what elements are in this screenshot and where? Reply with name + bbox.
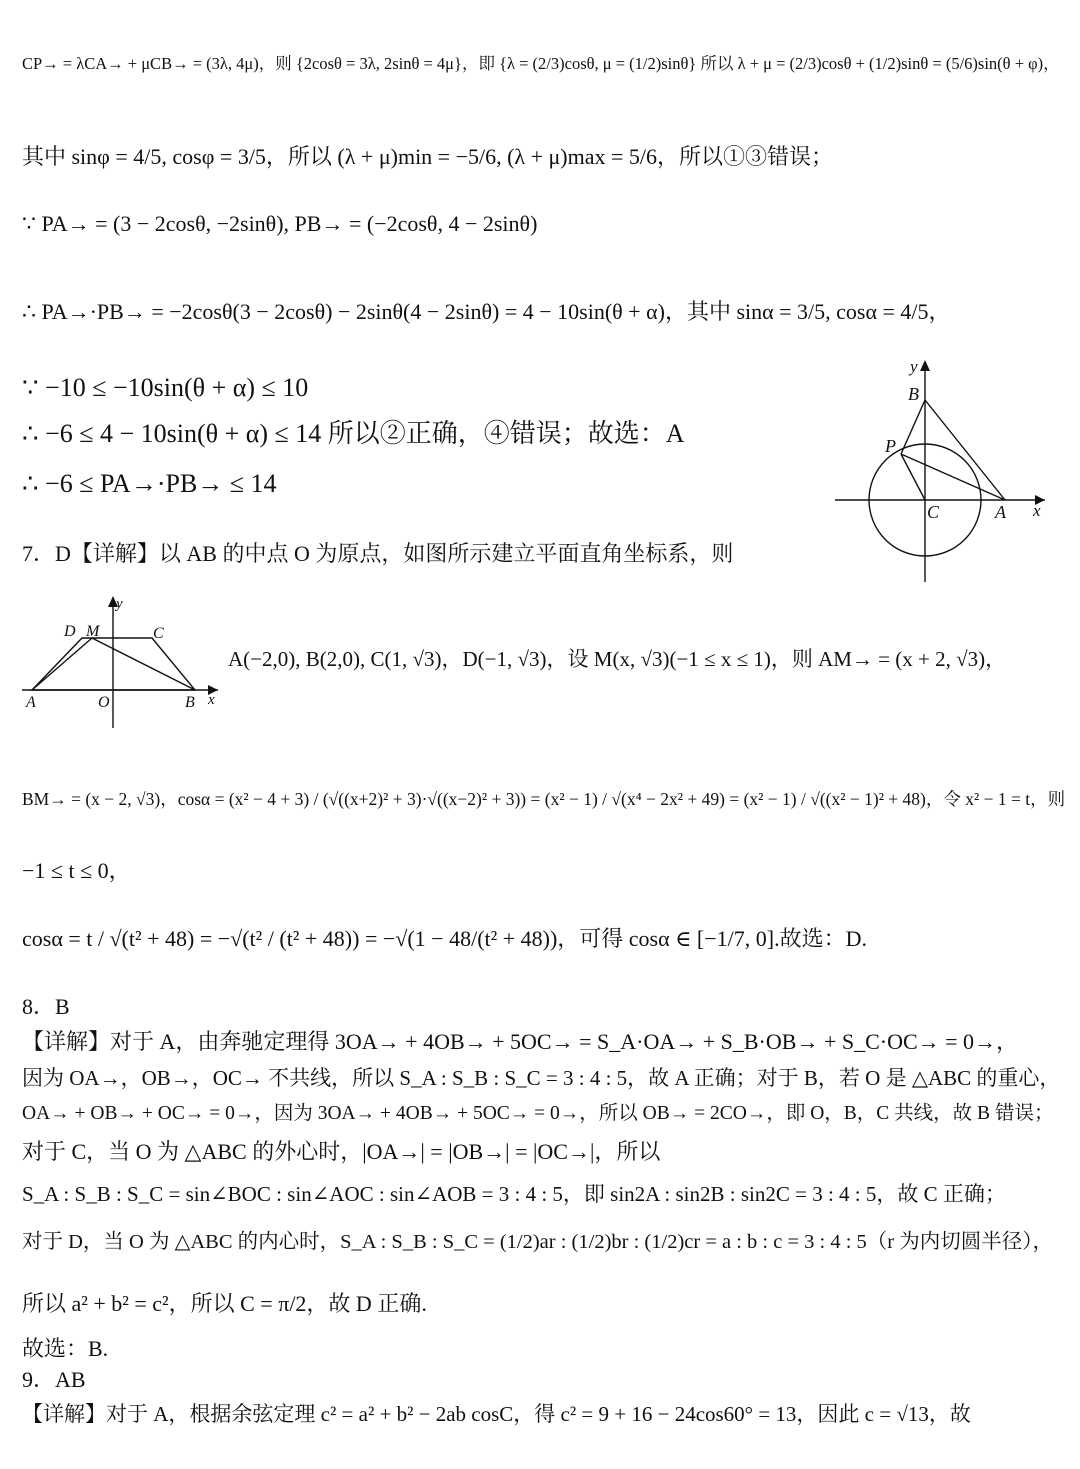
s7-final: cosα = t / √(t² + 48) = −√(t² / (t² + 48)) = −√(1 − 48/(t² + 48))，可得 cosα ∈ [−1/7, 0].故选：D. bbox=[22, 926, 867, 951]
label-c: C bbox=[927, 502, 940, 522]
s7-heading: 7．D【详解】以 AB 的中点 O 为原点，如图所示建立平面直角坐标系，则 bbox=[22, 541, 734, 566]
s8-line-8: 故选：B. bbox=[22, 1336, 109, 1361]
s8-line-4: 对于 C，当 O 为 △ABC 的外心时，|OA→| = |OB→| = |OC→|，所以 bbox=[22, 1139, 661, 1164]
label-x: x bbox=[1033, 501, 1041, 520]
segment-pc bbox=[901, 454, 925, 500]
segment-ba bbox=[925, 400, 1005, 500]
label-o: O bbox=[98, 694, 110, 711]
label-y: y bbox=[116, 596, 123, 612]
s8-heading: 8．B bbox=[22, 994, 70, 1019]
s9-heading: 9．AB bbox=[22, 1367, 86, 1392]
s7-bm-cos: BM→ = (x − 2, √3)，cosα = (x² − 4 + 3) / (√((x+2)² + 3)·√((x−2)² + 3)) = (x² − 1) / √(x⁴ − 2x² + 49) = (x² − 1) / √((x² − 1)² + 48)，令 x² − 1 = t，则 bbox=[22, 789, 1066, 809]
s6-line-5: ∵ −10 ≤ −10sin(θ + α) ≤ 10 bbox=[22, 373, 309, 402]
label-b: B bbox=[185, 694, 195, 711]
s6-line-3: ∵ PA→ = (3 − 2cosθ, −2sinθ), PB→ = (−2cosθ, 4 − 2sinθ) bbox=[22, 211, 538, 236]
figure-circle-triangle bbox=[835, 352, 1060, 587]
s7-range: −1 ≤ t ≤ 0， bbox=[22, 858, 131, 883]
s8-line-2: 因为 OA→，OB→，OC→ 不共线，所以 S_A : S_B : S_C = 3 : 4 : 5，故 A 正确；对于 B，若 O 是 △ABC 的重心， bbox=[22, 1066, 1061, 1090]
figure-trapezoid bbox=[20, 590, 225, 730]
segment-am bbox=[32, 638, 92, 690]
s8-line-7: 所以 a² + b² = c²，所以 C = π/2，故 D 正确. bbox=[22, 1291, 427, 1316]
y-axis-arrow bbox=[920, 360, 930, 371]
s8-line-6: 对于 D，当 O 为 △ABC 的内心时，S_A : S_B : S_C = (1/2)ar : (1/2)br : (1/2)cr = a : b : c = 3 : 4 : 5（r 为内切圆半径）， bbox=[22, 1231, 1053, 1253]
label-a: A bbox=[995, 502, 1006, 522]
s6-line-1: CP→ = λCA→ + μCB→ = (3λ, 4μ)，则 {2cosθ = 3λ, 2sinθ = 4μ}，即 {λ = (2/3)cosθ, μ = (1/2)sinθ} 所以 λ + μ = (2/3)cosθ + (1/2)sinθ = (5/6)sin(θ + φ)， bbox=[22, 54, 1060, 73]
s6-line-4: ∴ PA→·PB→ = −2cosθ(3 − 2cosθ) − 2sinθ(4 − 2sinθ) = 4 − 10sin(θ + α)，其中 sinα = 3/5, cosα = 4/5， bbox=[22, 299, 951, 324]
label-c: C bbox=[153, 625, 164, 642]
s8-line-5: S_A : S_B : S_C = sin∠BOC : sin∠AOC : sin∠AOB = 3 : 4 : 5，即 sin2A : sin2B : sin2C = 3 : 4 : 5，故 C 正确； bbox=[22, 1182, 1006, 1206]
s8-line-1: 【详解】对于 A，由奔驰定理得 3OA→ + 4OB→ + 5OC→ = S_A·OA→ + S_B·OB→ + S_C·OC→ = 0→， bbox=[22, 1029, 1019, 1054]
s6-line-6: ∴ −6 ≤ 4 − 10sin(θ + α) ≤ 14 所以②正确，④错误；故选：A bbox=[22, 419, 685, 448]
segment-pa bbox=[901, 454, 1005, 500]
label-b: B bbox=[908, 384, 919, 404]
s6-line-7: ∴ −6 ≤ PA→·PB→ ≤ 14 bbox=[22, 469, 277, 498]
s6-line-2: 其中 sinφ = 4/5, cosφ = 3/5，所以 (λ + μ)min = −5/6, (λ + μ)max = 5/6，所以①③错误； bbox=[22, 144, 834, 169]
s9-line-1: 【详解】对于 A，根据余弦定理 c² = a² + b² − 2ab cosC，得 c² = 9 + 16 − 24cos60° = 13，因此 c = √13，故 bbox=[22, 1402, 971, 1426]
segment-mb bbox=[92, 638, 195, 690]
label-a: A bbox=[26, 694, 36, 711]
label-d: D bbox=[64, 623, 76, 640]
s8-line-3: OA→ + OB→ + OC→ = 0→，因为 3OA→ + 4OB→ + 5OC→ = 0→，所以 OB→ = 2CO→，即 O，B，C 共线，故 B 错误； bbox=[22, 1103, 1054, 1124]
label-m: M bbox=[86, 623, 100, 640]
label-p: P bbox=[885, 436, 896, 456]
label-x: x bbox=[208, 692, 215, 708]
label-y: y bbox=[910, 357, 918, 376]
s7-coords: A(−2,0), B(2,0), C(1, √3)，D(−1, √3)，设 M(x, √3)(−1 ≤ x ≤ 1)，则 AM→ = (x + 2, √3)， bbox=[228, 647, 1007, 671]
